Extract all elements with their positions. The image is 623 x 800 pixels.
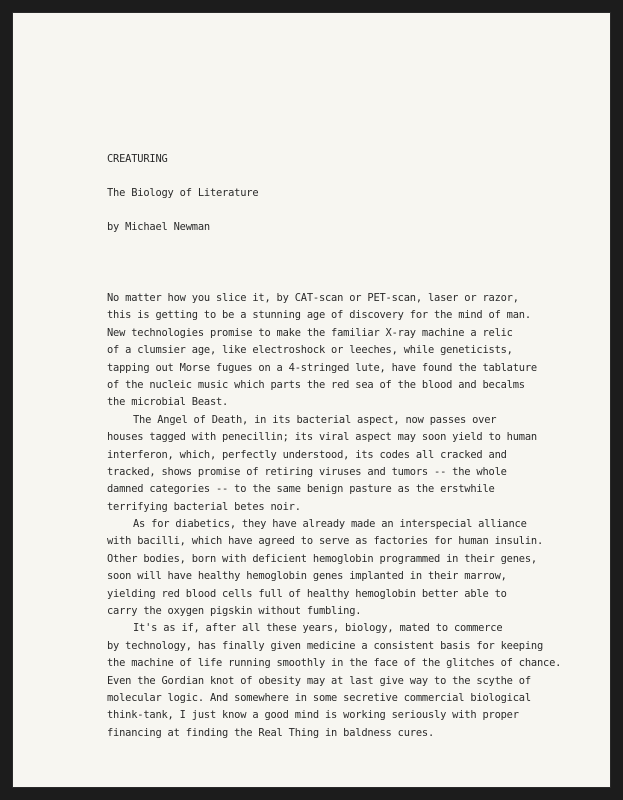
text-line: As for diabetics, they have already made an interspecial alliance <box>133 518 527 531</box>
document-title: CREATURING <box>107 153 168 165</box>
text-line: the microbial Beast. <box>107 396 229 409</box>
text-line: the machine of life running smoothly in the face of the glitches of chance. <box>107 657 562 670</box>
paragraph <box>107 620 577 742</box>
text-line: soon will have healthy hemoglobin genes implanted in their marrow, <box>107 570 507 583</box>
text-line: financing at finding the Real Thing in baldness cures. <box>107 726 435 739</box>
text-line: houses tagged with penecillin; its viral aspect may soon yield to human <box>107 431 537 444</box>
text-line: terrifying bacterial betes noir. <box>107 500 301 513</box>
text-line: yielding red blood cells full of healthy hemoglobin better able to <box>107 587 507 600</box>
text-line: New technologies promise to make the familiar X-ray machine a relic <box>107 326 513 339</box>
paragraph <box>107 412 577 516</box>
paragraph <box>107 516 577 620</box>
text-line: of the nucleic music which parts the red sea of the blood and becalms <box>107 378 525 391</box>
document-subtitle: The Biology of Literature <box>107 187 259 199</box>
author-byline: by Michael Newman <box>107 221 210 233</box>
text-line: with bacilli, which have agreed to serve as factories for human insulin. <box>107 535 544 548</box>
text-line: Even the Gordian knot of obesity may at last give way to the scythe of <box>107 674 531 687</box>
text-line: Other bodies, born with deficient hemoglobin programmed in their genes, <box>107 552 537 565</box>
typed-page <box>13 13 610 787</box>
paragraph <box>107 290 577 412</box>
text-line: carry the oxygen pigskin without fumbling. <box>107 605 362 618</box>
body-text <box>107 290 577 742</box>
text-line: interferon, which, perfectly understood, its codes all cracked and <box>107 448 507 461</box>
text-line: It's as if, after all these years, biology, mated to commerce <box>133 622 503 635</box>
text-line: No matter how you slice it, by CAT-scan or PET-scan, laser or razor, <box>107 292 519 304</box>
text-line: this is getting to be a stunning age of discovery for the mind of man. <box>107 309 531 322</box>
text-line: tracked, shows promise of retiring viruses and tumors -- the whole <box>107 465 507 478</box>
text-line: molecular logic. And somewhere in some secretive commercial biological <box>107 691 531 704</box>
text-line: damned categories -- to the same benign pasture as the erstwhile <box>107 483 495 496</box>
text-line: of a clumsier age, like electroshock or leeches, while geneticists, <box>107 344 513 357</box>
text-line: think-tank, I just know a good mind is working seriously with proper <box>107 709 519 722</box>
text-line: tapping out Morse fugues on a 4-stringed lute, have found the tablature <box>107 361 537 374</box>
text-line: by technology, has finally given medicine a consistent basis for keeping <box>107 639 544 652</box>
text-line: The Angel of Death, in its bacterial aspect, now passes over <box>133 413 497 426</box>
